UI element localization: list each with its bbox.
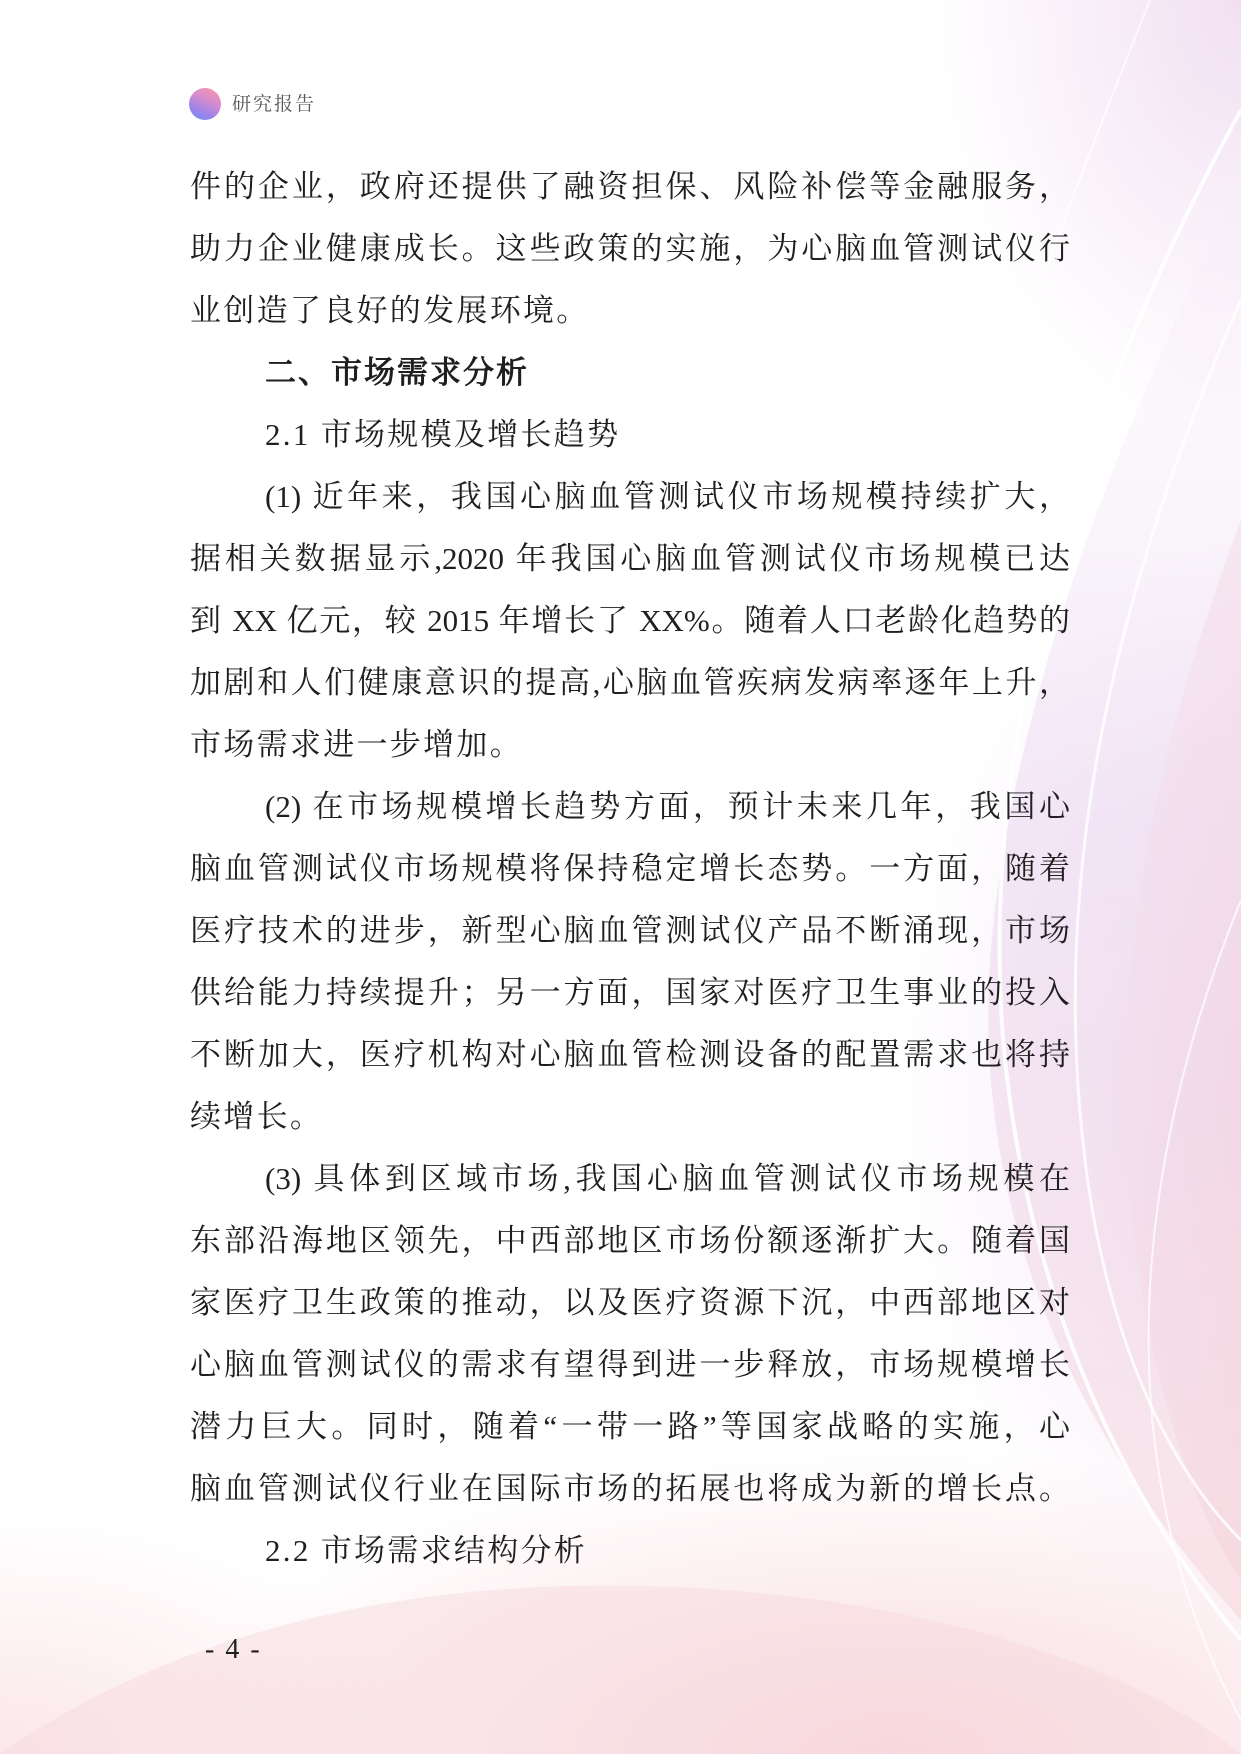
text-line: 不断加大，医疗机构对心脑血管检测设备的配置需求也将持 [190, 1037, 1070, 1072]
text-line: 件的企业，政府还提供了融资担保、风险补偿等金融服务， [190, 169, 1070, 204]
text-line: 到 XX 亿元，较 2015 年增长了 XX%。随着人口老龄化趋势的 [190, 603, 1070, 638]
text-line: 潜力巨大。同时，随着“一带一路”等国家战略的实施，心 [190, 1409, 1070, 1444]
text-line: 家医疗卫生政策的推动，以及医疗资源下沉，中西部地区对 [190, 1285, 1070, 1320]
report-logo [189, 88, 221, 120]
text-line: 医疗技术的进步，新型心脑血管测试仪产品不断涌现，市场 [190, 913, 1070, 948]
text-line: 脑血管测试仪市场规模将保持稳定增长态势。一方面，随着 [190, 851, 1070, 886]
text-line: (3) 具体到区域市场,我国心脑血管测试仪市场规模在 [265, 1161, 1070, 1196]
text-line: 市场需求进一步增加。 [190, 727, 523, 762]
text-line: (1) 近年来，我国心脑血管测试仪市场规模持续扩大， [265, 479, 1070, 514]
text-line: 东部沿海地区领先，中西部地区市场份额逐渐扩大。随着国 [190, 1223, 1070, 1258]
text-line: 业创造了良好的发展环境。 [190, 293, 590, 328]
paragraph [190, 776, 1070, 1148]
section-heading: 二、市场需求分析 [265, 355, 529, 390]
text-line: 续增长。 [190, 1099, 324, 1134]
text-line: 心脑血管测试仪的需求有望得到进一步释放，市场规模增长 [190, 1347, 1070, 1382]
text-line: 加剧和人们健康意识的提高,心脑血管疾病发病率逐年上升， [190, 665, 1070, 700]
text-line: 助力企业健康成长。这些政策的实施，为心脑血管测试仪行 [190, 231, 1070, 266]
text-line: 供给能力持续提升；另一方面，国家对医疗卫生事业的投入 [190, 975, 1070, 1010]
subsection-heading: 2.1 市场规模及增长趋势 [265, 417, 621, 452]
paragraph [190, 466, 1070, 776]
page-number: - 4 - [205, 1634, 262, 1665]
text-line: 据相关数据显示,2020 年我国心脑血管测试仪市场规模已达 [190, 541, 1070, 576]
paragraph [190, 156, 1070, 342]
report-label: 研究报告 [232, 93, 317, 115]
paragraph [190, 1148, 1070, 1520]
subsection-heading: 2.2 市场需求结构分析 [265, 1533, 588, 1568]
wave-band [0, 1585, 1241, 1754]
text-line: (2) 在市场规模增长趋势方面，预计未来几年，我国心 [265, 789, 1070, 824]
text-line: 脑血管测试仪行业在国际市场的拓展也将成为新的增长点。 [190, 1471, 1070, 1506]
document-body [190, 156, 1070, 1582]
